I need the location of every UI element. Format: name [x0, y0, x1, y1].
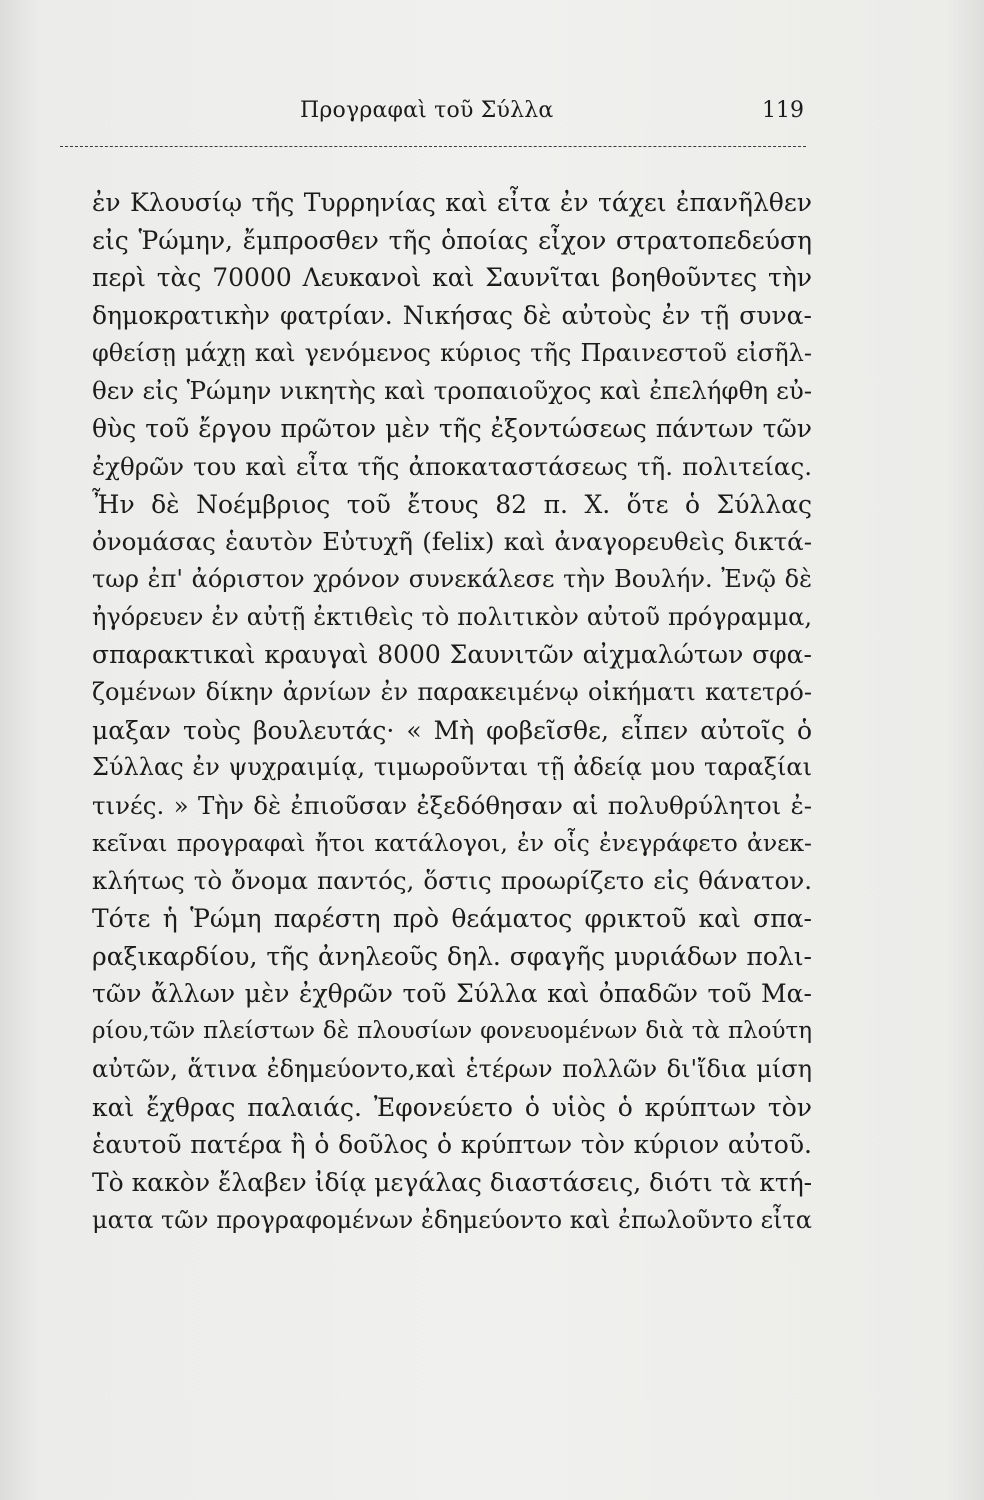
text-line: ζομένων δίκην ἀρνίων ἐν παρακειμένῳ οἰκήματι κατετρό- — [92, 677, 812, 706]
text-line: Τὸ κακὸν ἔλαβεν ἰδίᾳ μεγάλας διαστάσεις, διότι τὰ κτή- — [92, 1167, 812, 1197]
body-text — [92, 184, 812, 1239]
text-line: τωρ ἐπ' ἀόριστον χρόνον συνεκάλεσε τὴν Βουλήν. Ἐνῷ δὲ — [92, 564, 812, 593]
text-line: σπαρακτικαὶ κραυγαὶ 8000 Σαυνιτῶν αἰχμαλώτων σφα- — [92, 640, 812, 670]
text-line: Σύλλας ἐν ψυχραιμίᾳ, τιμωροῦνται τῇ ἀδείᾳ μου ταραξίαι — [92, 753, 812, 782]
text-line: ρίου,τῶν πλείστων δὲ πλουσίων φονευομένων διὰ τὰ πλούτη — [92, 1018, 812, 1045]
text-line: ματα τῶν προγραφομένων ἐδημεύοντο καὶ ἐπωλοῦντο εἶτα — [92, 1205, 812, 1234]
text-line: περὶ τὰς 70000 Λευκανοὶ καὶ Σαυνῖται βοηθοῦντες τὴν — [92, 263, 812, 293]
text-line: κλήτως τὸ ὄνομα παντός, ὅστις προωρίζετο εἰς θάνατον. — [92, 866, 812, 896]
text-line: τινές. » Τὴν δὲ ἐπιοῦσαν ἐξεδόθησαν αἱ πολυθρύλητοι ἐ- — [92, 791, 812, 820]
text-line: δημοκρατικὴν φατρίαν. Νικήσας δὲ αὐτοὺς ἐν τῇ συνα- — [92, 301, 812, 331]
text-line: τῶν ἄλλων μὲν ἐχθρῶν τοῦ Σύλλα καὶ ὀπαδῶν τοῦ Μα- — [92, 979, 812, 1009]
text-line: ἐν Κλουσίῳ τῆς Τυρρηνίας καὶ εἶτα ἐν τάχει ἐπανῆλθεν — [92, 188, 812, 217]
text-line: ἠγόρευεν ἐν αὐτῇ ἐκτιθεὶς τὸ πολιτικὸν αὐτοῦ πρόγραμμα, — [92, 602, 812, 631]
page-number: 119 — [762, 98, 804, 123]
page-header — [60, 98, 804, 130]
text-line: ὀνομάσας ἑαυτὸν Εὐτυχῆ (felix) καὶ ἀναγορευθεὶς δικτά- — [92, 527, 812, 557]
text-line: κεῖναι προγραφαὶ ἤτοι κατάλογοι, ἐν οἷς ἐνεγράφετο ἀνεκ- — [92, 828, 812, 857]
header-rule — [60, 146, 806, 147]
text-line: φθείσῃ μάχῃ καὶ γενόμενος κύριος τῆς Πραινεστοῦ εἰσῆλ- — [92, 338, 812, 367]
text-line: ραξικαρδίου, τῆς ἀνηλεοῦς δηλ. σφαγῆς μυριάδων πολι- — [92, 941, 812, 971]
text-line: θὺς τοῦ ἔργου πρῶτον μὲν τῆς ἐξοντώσεως πάντων τῶν — [92, 414, 812, 444]
text-line: μαξαν τοὺς βουλευτάς· « Μὴ φοβεῖσθε, εἶπεν αὐτοῖς ὁ — [92, 715, 812, 745]
text-line: θεν εἰς Ῥώμην νικητὴς καὶ τροπαιοῦχος καὶ ἐπελήφθη εὐ- — [92, 376, 812, 406]
text-line: εἰς Ῥώμην, ἔμπροσθεν τῆς ὁποίας εἶχον στρατοπεδεύση — [92, 225, 812, 255]
text-line: Τότε ἡ Ῥώμη παρέστη πρὸ θεάματος φρικτοῦ καὶ σπα- — [92, 904, 812, 934]
text-line: καὶ ἔχθρας παλαιάς. Ἐφονεύετο ὁ υἱὸς ὁ κρύπτων τὸν — [92, 1092, 812, 1122]
text-line: Ἦν δὲ Νοέμβριος τοῦ ἔτους 82 π. Χ. ὅτε ὁ Σύλλας — [92, 489, 812, 519]
text-line: ἑαυτοῦ πατέρα ἢ ὁ δοῦλος ὁ κρύπτων τὸν κύριον αὐτοῦ. — [92, 1130, 812, 1160]
running-title: Προγραφαὶ τοῦ Σύλλα — [300, 98, 554, 123]
text-line: ἐχθρῶν του καὶ εἶτα τῆς ἀποκαταστάσεως τῆ. πολιτείας. — [92, 451, 812, 481]
text-line: αὐτῶν, ἅτινα ἐδημεύοντο,καὶ ἑτέρων πολλῶν δι'ἴδια μίση — [92, 1054, 812, 1083]
